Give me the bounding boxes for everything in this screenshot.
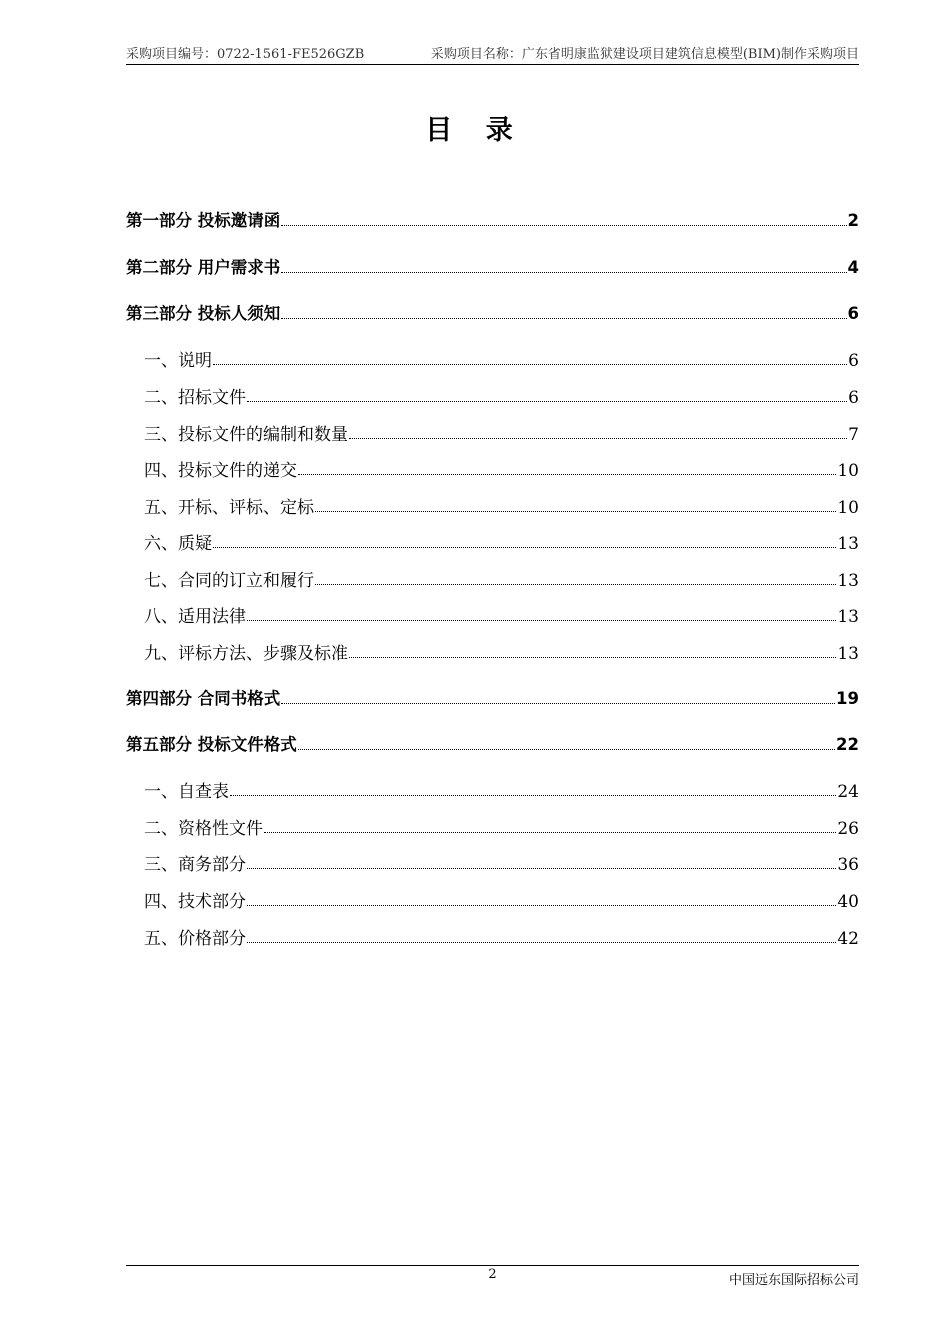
toc-leader-dots [230, 794, 836, 796]
toc-entry[interactable] [126, 566, 859, 590]
toc-entry[interactable] [126, 887, 859, 911]
footer-page-number: 2 [488, 1267, 497, 1282]
toc-entry-page: 10 [837, 461, 859, 481]
page-title: 目 录 [425, 115, 525, 146]
toc-entry-page: 6 [848, 351, 859, 371]
toc-entry-label: 三、商务部分 [144, 855, 246, 875]
toc-entry-page: 6 [847, 304, 859, 323]
toc-entry-label: 四、技术部分 [144, 892, 246, 912]
page-header [126, 44, 859, 65]
toc-entry-page: 36 [837, 855, 859, 875]
toc-entry[interactable] [126, 731, 859, 755]
toc-entry[interactable] [126, 420, 859, 444]
toc-entry[interactable] [126, 924, 859, 948]
toc-leader-dots [281, 224, 846, 226]
toc-entry[interactable] [126, 602, 859, 626]
toc-entry-label: 第二部分 用户需求书 [126, 258, 281, 277]
toc-entry[interactable] [126, 777, 859, 801]
toc-entry[interactable] [126, 300, 859, 324]
toc-leader-dots [349, 437, 847, 439]
toc-leader-dots [247, 941, 836, 943]
toc-entry-label: 四、投标文件的递交 [144, 461, 297, 481]
toc-entry-page: 26 [837, 819, 859, 839]
toc-leader-dots [247, 867, 836, 869]
toc-entry-label: 第五部分 投标文件格式 [126, 735, 297, 754]
toc-entry-page: 42 [837, 929, 859, 949]
toc-entry-page: 13 [837, 607, 859, 627]
toc-entry-page: 40 [837, 892, 859, 912]
toc-entry[interactable] [126, 529, 859, 553]
footer-company: 中国远东国际招标公司 [728, 1273, 859, 1288]
toc-leader-dots [213, 363, 847, 365]
toc-entry-page: 24 [837, 782, 859, 802]
toc-leader-dots [315, 510, 836, 512]
toc-entry-label: 六、质疑 [144, 534, 212, 554]
toc-entry-page: 13 [837, 644, 859, 664]
toc-entry-page: 4 [847, 258, 859, 277]
toc-entry-label: 第四部分 合同书格式 [126, 689, 281, 708]
toc-entry[interactable] [126, 254, 859, 278]
toc-entry[interactable] [126, 383, 859, 407]
toc-leader-dots [298, 473, 836, 475]
toc-entry-page: 22 [836, 735, 859, 754]
toc-entry-label: 第一部分 投标邀请函 [126, 211, 281, 230]
toc-leader-dots [349, 656, 836, 658]
toc-leader-dots [281, 702, 835, 704]
toc-entry-page: 19 [836, 689, 859, 708]
toc-entry-label: 五、价格部分 [144, 929, 246, 949]
toc-entry-label: 三、投标文件的编制和数量 [144, 425, 348, 445]
toc-leader-dots [213, 546, 836, 548]
toc-entry[interactable] [126, 346, 859, 370]
toc-entry[interactable] [126, 850, 859, 874]
toc-leader-dots [315, 583, 836, 585]
toc-leader-dots [264, 831, 836, 833]
toc-entry-label: 八、适用法律 [144, 607, 246, 627]
toc-entry-page: 10 [837, 498, 859, 518]
toc-entry-label: 一、自查表 [144, 782, 229, 802]
toc-entry[interactable] [126, 639, 859, 663]
toc-entry-label: 一、说明 [144, 351, 212, 371]
toc-entry[interactable] [126, 456, 859, 480]
toc-entry-page: 7 [848, 425, 859, 445]
toc-leader-dots [247, 400, 847, 402]
toc-entry-label: 七、合同的订立和履行 [144, 571, 314, 591]
project-name: 采购项目名称：广东省明康监狱建设项目建筑信息模型(BIM)制作采购项目 [430, 47, 859, 62]
toc-entry-page: 2 [847, 211, 859, 230]
toc-leader-dots [247, 904, 836, 906]
toc-leader-dots [247, 619, 836, 621]
toc-entry[interactable] [126, 814, 859, 838]
toc-leader-dots [281, 271, 846, 273]
toc-entry-label: 五、开标、评标、定标 [144, 498, 314, 518]
toc-entry-page: 13 [837, 571, 859, 591]
footer-divider [126, 1265, 859, 1266]
toc-entry[interactable] [126, 685, 859, 709]
toc-entry[interactable] [126, 493, 859, 517]
toc-leader-dots [281, 317, 846, 319]
toc-entry-label: 九、评标方法、步骤及标准 [144, 644, 348, 664]
toc-entry[interactable] [126, 207, 859, 231]
toc-entry-label: 二、资格性文件 [144, 819, 263, 839]
toc-entry-page: 13 [837, 534, 859, 554]
toc-entry-page: 6 [848, 388, 859, 408]
toc-entry-label: 第三部分 投标人须知 [126, 304, 281, 323]
toc-entry-label: 二、招标文件 [144, 388, 246, 408]
toc-leader-dots [298, 748, 835, 750]
project-number: 采购项目编号：0722-1561-FE526GZB [126, 47, 365, 62]
